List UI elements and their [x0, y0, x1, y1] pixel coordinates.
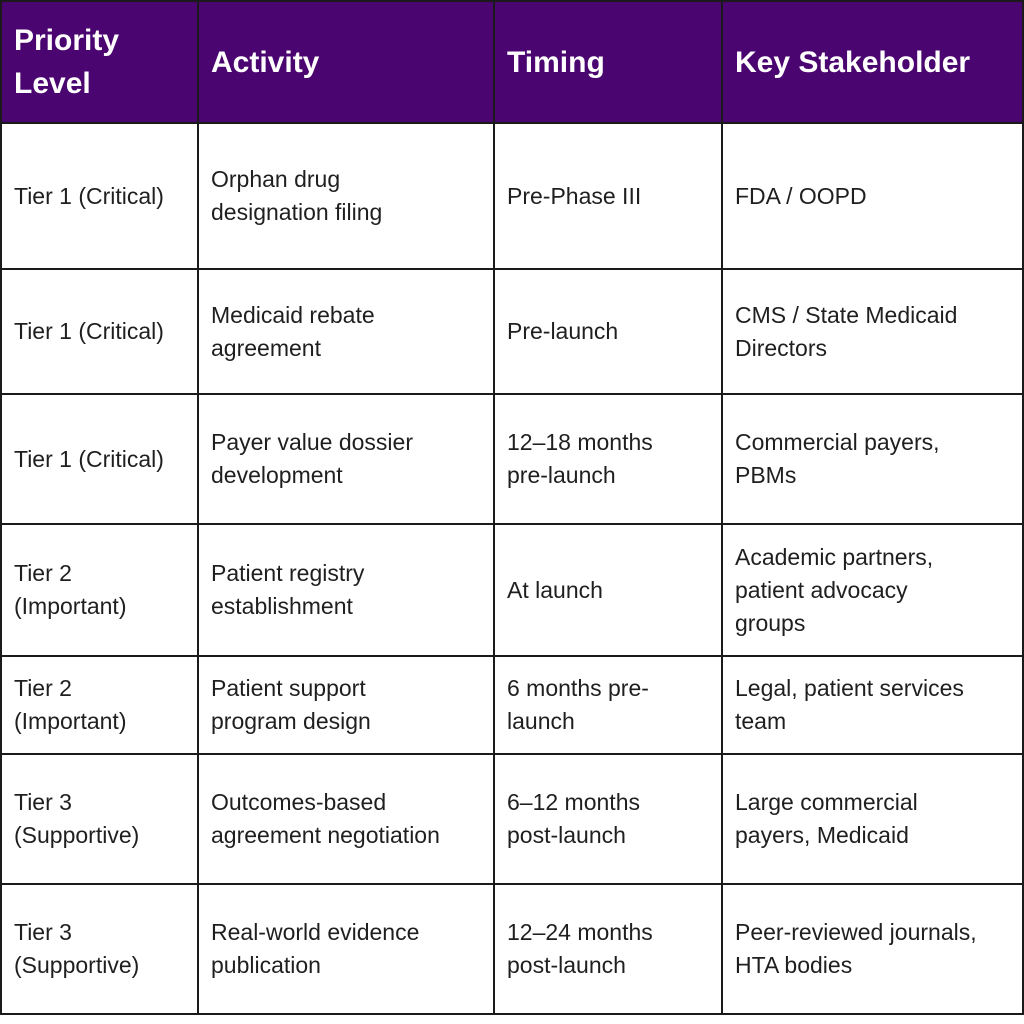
cell-priority-level: Tier 2 (Important) — [1, 524, 198, 656]
cell-timing: 6–12 months post-launch — [494, 754, 722, 884]
header-row — [1, 1, 1023, 123]
header-priority-level: Priority Level — [1, 1, 198, 123]
cell-key-stakeholder: Large commercial payers, Medicaid — [722, 754, 1023, 884]
table-row — [1, 524, 1023, 656]
cell-timing: 12–18 months pre-launch — [494, 394, 722, 524]
table-row — [1, 754, 1023, 884]
cell-timing: 6 months pre-launch — [494, 656, 722, 754]
cell-priority-level: Tier 2 (Important) — [1, 656, 198, 754]
table-row — [1, 656, 1023, 754]
header-key-stakeholder: Key Stakeholder — [722, 1, 1023, 123]
cell-key-stakeholder: Peer-reviewed journals, HTA bodies — [722, 884, 1023, 1014]
cell-timing: At launch — [494, 524, 722, 656]
table-row — [1, 394, 1023, 524]
cell-activity: Patient support program design — [198, 656, 494, 754]
cell-key-stakeholder: CMS / State Medicaid Directors — [722, 269, 1023, 394]
table-body — [1, 123, 1023, 1014]
table-row — [1, 884, 1023, 1014]
cell-key-stakeholder: FDA / OOPD — [722, 123, 1023, 269]
table-row — [1, 269, 1023, 394]
cell-timing: Pre-launch — [494, 269, 722, 394]
cell-key-stakeholder: Commercial payers, PBMs — [722, 394, 1023, 524]
cell-priority-level: Tier 1 (Critical) — [1, 123, 198, 269]
cell-activity: Patient registry establishment — [198, 524, 494, 656]
cell-activity: Real-world evidence publication — [198, 884, 494, 1014]
cell-key-stakeholder: Legal, patient services team — [722, 656, 1023, 754]
table-row — [1, 123, 1023, 269]
cell-activity: Payer value dossier development — [198, 394, 494, 524]
cell-priority-level: Tier 1 (Critical) — [1, 394, 198, 524]
cell-priority-level: Tier 1 (Critical) — [1, 269, 198, 394]
cell-timing: Pre-Phase III — [494, 123, 722, 269]
cell-key-stakeholder: Academic partners, patient advocacy groups — [722, 524, 1023, 656]
cell-activity: Orphan drug designation filing — [198, 123, 494, 269]
cell-priority-level: Tier 3 (Supportive) — [1, 754, 198, 884]
header-activity: Activity — [198, 1, 494, 123]
cell-timing: 12–24 months post-launch — [494, 884, 722, 1014]
cell-activity: Medicaid rebate agreement — [198, 269, 494, 394]
cell-priority-level: Tier 3 (Supportive) — [1, 884, 198, 1014]
header-timing: Timing — [494, 1, 722, 123]
cell-activity: Outcomes-based agreement negotiation — [198, 754, 494, 884]
table-header — [1, 1, 1023, 123]
